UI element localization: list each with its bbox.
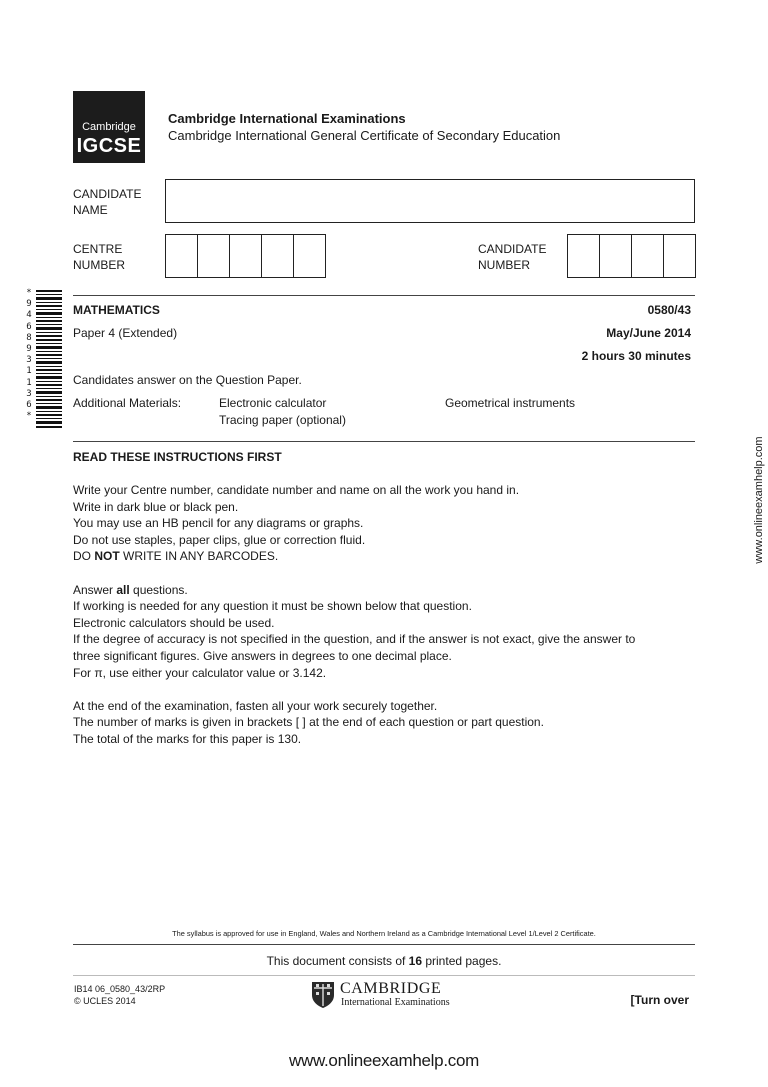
text-run: questions. (129, 582, 188, 597)
digit-cell[interactable] (568, 235, 600, 277)
divider (73, 441, 695, 442)
material-item: Geometrical instruments (445, 396, 576, 410)
barcode-digit: 4 (26, 310, 32, 321)
barcode-digit: 6 (26, 400, 32, 411)
watermark-bottom: www.onlineexamhelp.com (289, 1051, 479, 1070)
instruction-line: If the degree of accuracy is not specified in the question, and if the answer is not exact, give the answer to (73, 632, 636, 647)
barcode-digits (23, 288, 35, 422)
emphasis: 16 (408, 954, 423, 968)
digit-cell[interactable] (600, 235, 632, 277)
emphasis: all (116, 582, 130, 597)
instruction-line: At the end of the examination, fasten all your work securely together. (73, 698, 438, 713)
divider (73, 944, 695, 945)
instruction-line: If working is needed for any question it must be shown below that question. (73, 599, 472, 614)
label-line: CANDIDATE (73, 187, 142, 201)
barcode-digit: 1 (26, 366, 32, 377)
instruction-line: The total of the marks for this paper is 130. (73, 731, 302, 746)
barcode-digit: 1 (26, 377, 32, 388)
logo-line-1: Cambridge (82, 121, 136, 133)
reference-code: IB14 06_0580_43/2RP (74, 984, 166, 994)
digit-cell[interactable] (230, 235, 262, 277)
text-run: WRITE IN ANY BARCODES. (119, 549, 279, 564)
barcode-digit: 6 (26, 321, 32, 332)
exam-session: May/June 2014 (606, 326, 691, 340)
label-line: NUMBER (73, 258, 126, 272)
material-item: Electronic calculator (219, 396, 327, 410)
cambridge-subtitle: International Examinations (341, 997, 450, 1008)
qualification: Cambridge International General Certificate of Secondary Education (168, 128, 561, 143)
barcode-digit: 8 (26, 332, 32, 343)
text-run: Answer (73, 582, 117, 597)
divider (73, 295, 695, 296)
text-run: printed pages. (422, 954, 502, 968)
instruction-line: You may use an HB pencil for any diagrams or graphs. (73, 516, 364, 531)
barcode-digit: 3 (26, 355, 32, 366)
cambridge-crest-icon (311, 981, 335, 1009)
candidate-name-label (73, 186, 141, 218)
centre-number-label (73, 241, 125, 273)
barcode-digit: * (26, 288, 32, 298)
instruction-line: Write in dark blue or black pen. (73, 499, 239, 514)
label-line: NUMBER (478, 258, 531, 272)
barcode-digit: 9 (26, 344, 32, 355)
digit-cell[interactable] (166, 235, 198, 277)
syllabus-note: The syllabus is approved for use in England, Wales and Northern Ireland as a Cambridge International Level 1/Level 2 Certificate. (172, 929, 596, 938)
cambridge-igcse-logo (73, 91, 145, 163)
paper-title: Paper 4 (Extended) (73, 326, 178, 340)
logo-line-2: IGCSE (76, 135, 142, 157)
copyright: © UCLES 2014 (74, 996, 136, 1006)
centre-number-boxes[interactable] (165, 234, 326, 278)
instruction-line (73, 548, 693, 565)
label-line: CENTRE (73, 242, 123, 256)
digit-cell[interactable] (632, 235, 664, 277)
duration: 2 hours 30 minutes (581, 349, 691, 363)
material-item: Tracing paper (optional) (219, 413, 346, 427)
label-line: NAME (73, 203, 108, 217)
digit-cell[interactable] (198, 235, 230, 277)
barcode-digit: 9 (26, 299, 32, 310)
divider (73, 975, 695, 976)
text-run: This document consists of (266, 954, 409, 968)
materials-label: Additional Materials: (73, 396, 182, 410)
instruction-line: three significant figures. Give answers in degrees to one decimal place. (73, 648, 452, 663)
candidate-number-label (478, 241, 546, 273)
instruction-line: Write your Centre number, candidate number and name on all the work you hand in. (73, 483, 520, 497)
answer-note: Candidates answer on the Question Paper. (73, 373, 302, 387)
instructions-heading: READ THESE INSTRUCTIONS FIRST (73, 450, 282, 464)
instruction-line: For π, use either your calculator value or 3.142. (73, 665, 327, 680)
turn-over: [Turn over (630, 993, 689, 1007)
page-count (73, 954, 695, 968)
exam-board: Cambridge International Examinations (168, 111, 406, 126)
text-run: DO (73, 549, 95, 564)
subject: MATHEMATICS (73, 303, 160, 317)
paper-code: 0580/43 (647, 303, 691, 317)
label-line: CANDIDATE (478, 242, 547, 256)
candidate-name-box[interactable] (165, 179, 695, 223)
instruction-line: The number of marks is given in brackets [ ] at the end of each question or part question. (73, 715, 544, 730)
barcode-digit: * (26, 411, 32, 422)
barcode (36, 290, 62, 430)
instruction-line: Do not use staples, paper clips, glue or correction fluid. (73, 532, 366, 547)
barcode-digit: 3 (26, 388, 32, 399)
instruction-line: Electronic calculators should be used. (73, 615, 275, 630)
digit-cell[interactable] (294, 235, 325, 277)
candidate-number-boxes[interactable] (567, 234, 696, 278)
instruction-line (73, 582, 693, 599)
digit-cell[interactable] (664, 235, 695, 277)
digit-cell[interactable] (262, 235, 294, 277)
watermark-side: www.onlineexamhelp.com (753, 436, 765, 564)
emphasis: NOT (94, 549, 120, 564)
instructions-body (73, 482, 693, 748)
cambridge-wordmark: CAMBRIDGE (340, 980, 442, 997)
